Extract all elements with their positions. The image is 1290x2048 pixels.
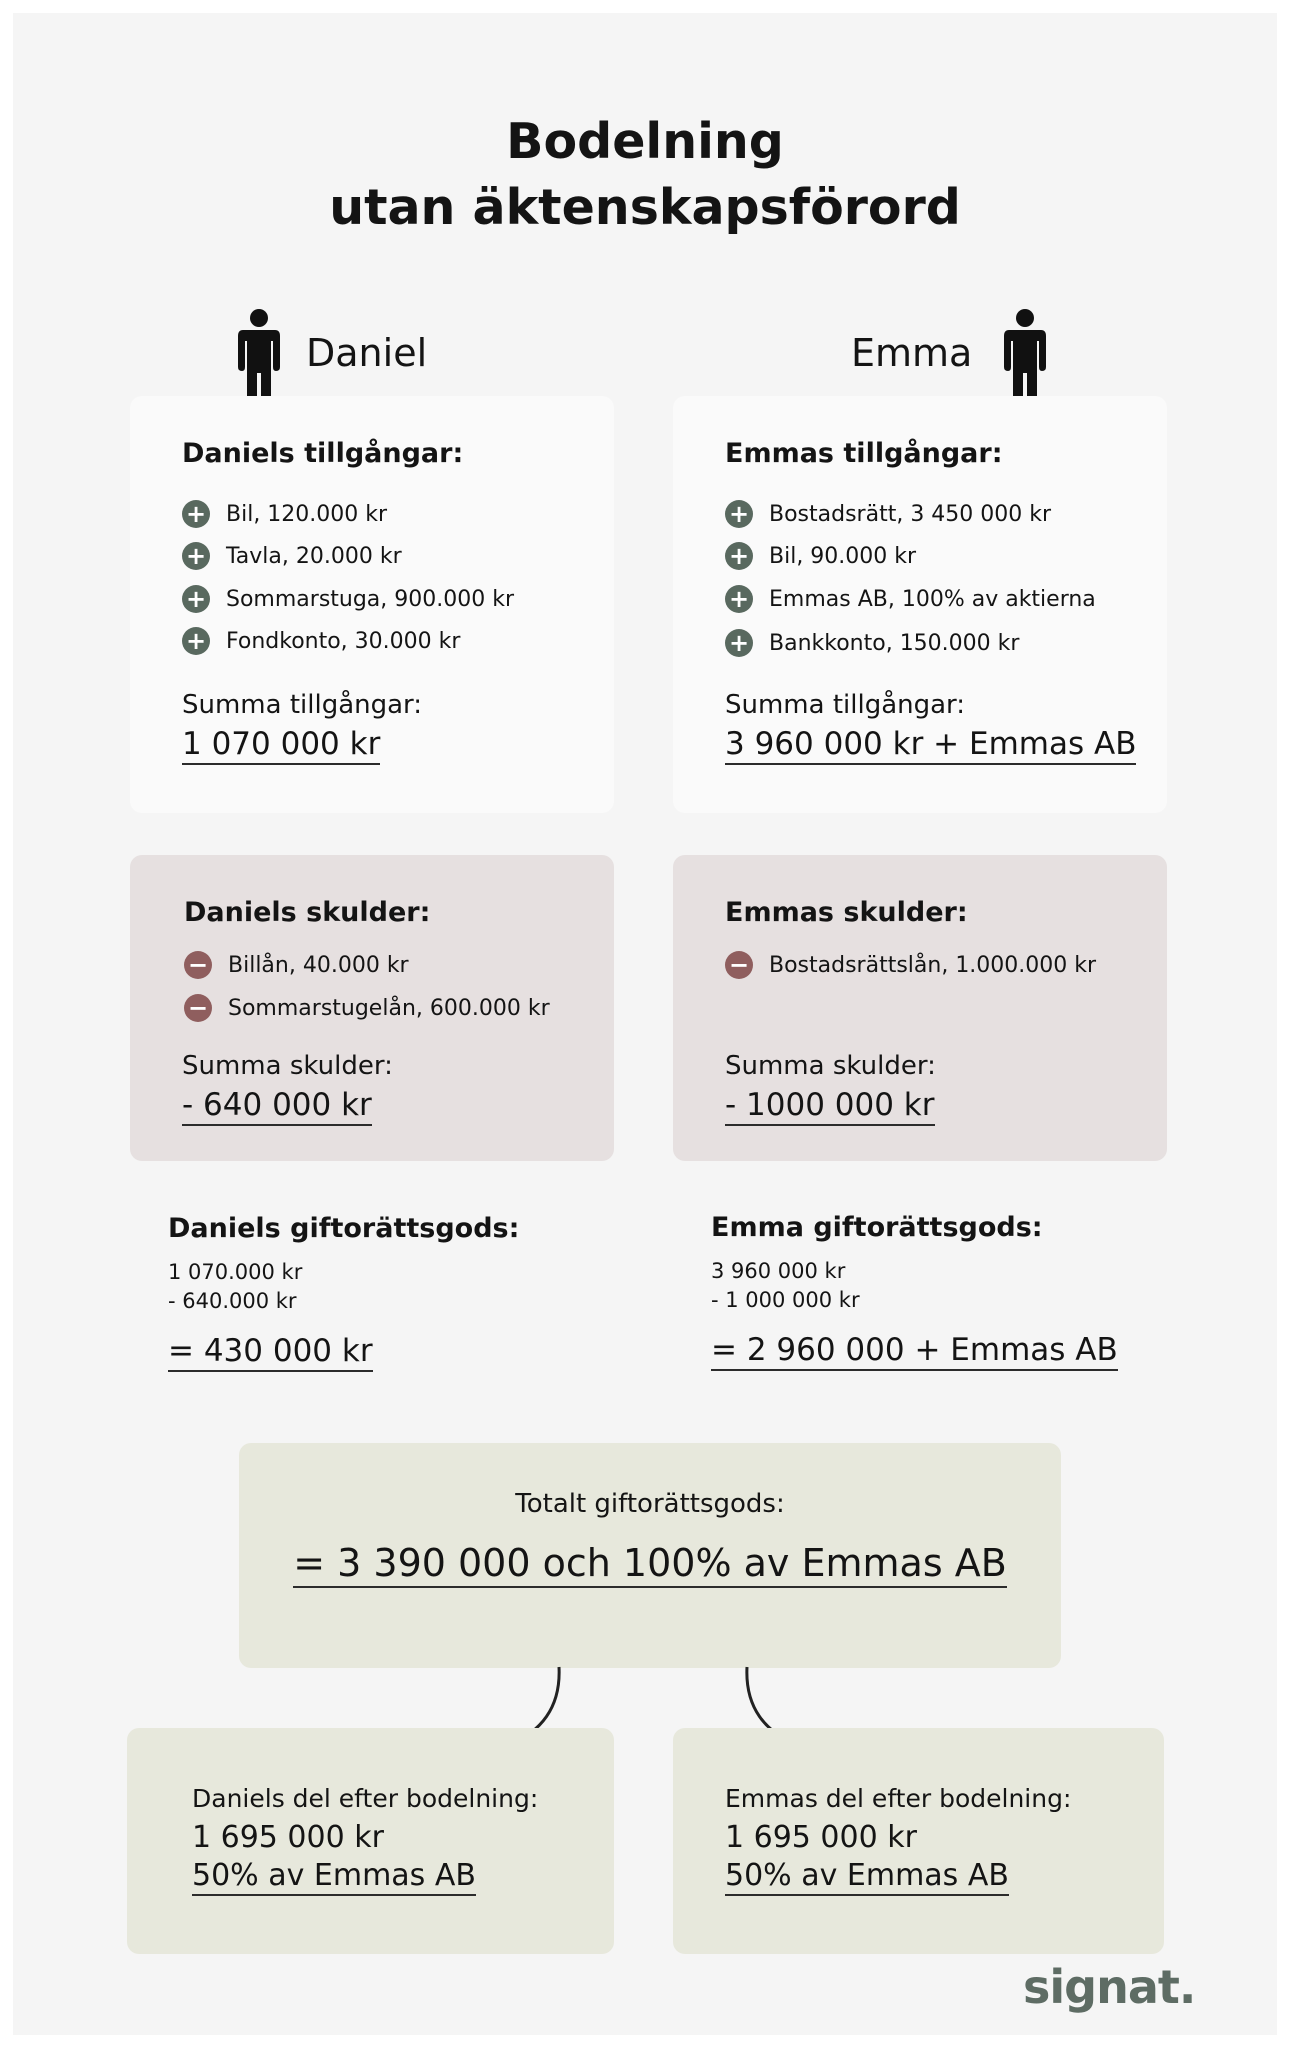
plus-circle-icon: +	[725, 585, 753, 613]
daniel-debts-sum-label: Summa skulder:	[182, 1051, 393, 1081]
emma-gift-line-1: 3 960 000 kr	[711, 1259, 846, 1283]
emma-share-company: 50% av Emmas AB	[725, 1858, 1009, 1896]
plus-circle-icon: +	[725, 629, 753, 657]
minus-circle-icon: −	[725, 951, 753, 979]
plus-circle-icon: +	[725, 542, 753, 570]
daniel-gift-heading: Daniels giftorättsgods:	[168, 1213, 520, 1244]
signat-logo: signat.	[1023, 1960, 1196, 2014]
emma-assets-card	[673, 396, 1167, 813]
daniel-share-company: 50% av Emmas AB	[192, 1858, 476, 1896]
list-item: + Tavla, 20.000 kr	[182, 542, 402, 570]
emma-debts-sum: - 1000 000 kr	[725, 1087, 935, 1126]
list-item: − Sommarstugelån, 600.000 kr	[184, 994, 550, 1022]
daniel-assets-card	[130, 396, 614, 813]
minus-circle-icon: −	[184, 994, 212, 1022]
daniel-debts-card	[130, 855, 614, 1161]
plus-circle-icon: +	[182, 627, 210, 655]
total-value: = 3 390 000 och 100% av Emmas AB	[293, 1541, 1007, 1588]
daniel-share-card	[127, 1728, 614, 1954]
plus-circle-icon: +	[725, 500, 753, 528]
emma-gift-line-2: - 1 000 000 kr	[711, 1288, 860, 1312]
emma-debts-heading: Emmas skulder:	[725, 897, 968, 928]
list-item: + Sommarstuga, 900.000 kr	[182, 585, 514, 613]
page-title	[13, 109, 1277, 241]
list-item: + Bil, 90.000 kr	[725, 542, 916, 570]
title-line-2: utan äktenskapsförord	[329, 179, 961, 236]
list-item: + Bostadsrätt, 3 450 000 kr	[725, 500, 1051, 528]
emma-debts-sum-label: Summa skulder:	[725, 1051, 936, 1081]
daniel-share-label: Daniels del efter bodelning:	[192, 1784, 539, 1813]
emma-debts-card	[673, 855, 1167, 1161]
emma-name: Emma	[851, 331, 973, 375]
emma-gift-heading: Emma giftorättsgods:	[711, 1212, 1043, 1243]
infographic	[13, 13, 1277, 2035]
list-item: − Billån, 40.000 kr	[184, 951, 409, 979]
title-line-1: Bodelning	[506, 113, 784, 170]
list-item: + Bil, 120.000 kr	[182, 500, 387, 528]
emma-share-amount: 1 695 000 kr	[725, 1820, 917, 1855]
minus-circle-icon: −	[184, 951, 212, 979]
list-item: + Emmas AB, 100% av aktierna	[725, 585, 1096, 613]
emma-assets-sum: 3 960 000 kr + Emmas AB	[725, 726, 1136, 765]
emma-assets-heading: Emmas tillgångar:	[725, 438, 1003, 469]
list-item: − Bostadsrättslån, 1.000.000 kr	[725, 951, 1096, 979]
emma-share-label: Emmas del efter bodelning:	[725, 1784, 1072, 1813]
daniel-gift-line-2: - 640.000 kr	[168, 1289, 297, 1313]
plus-circle-icon: +	[182, 542, 210, 570]
daniel-assets-sum-label: Summa tillgångar:	[182, 690, 423, 720]
daniel-debts-sum: - 640 000 kr	[182, 1087, 372, 1126]
emma-assets-sum-label: Summa tillgångar:	[725, 690, 966, 720]
emma-share-card	[673, 1728, 1164, 1954]
plus-circle-icon: +	[182, 500, 210, 528]
daniel-debts-heading: Daniels skulder:	[184, 897, 431, 928]
daniel-assets-sum: 1 070 000 kr	[182, 726, 380, 765]
total-label: Totalt giftorättsgods:	[515, 1489, 785, 1519]
total-card	[239, 1443, 1061, 1668]
daniel-share-amount: 1 695 000 kr	[192, 1820, 384, 1855]
daniel-gift-line-1: 1 070.000 kr	[168, 1260, 303, 1284]
daniel-gift-result: = 430 000 kr	[168, 1333, 373, 1372]
daniel-assets-heading: Daniels tillgångar:	[182, 438, 464, 469]
emma-gift-result: = 2 960 000 + Emmas AB	[711, 1332, 1118, 1371]
plus-circle-icon: +	[182, 585, 210, 613]
daniel-name: Daniel	[306, 331, 428, 375]
list-item: + Bankkonto, 150.000 kr	[725, 629, 1019, 657]
list-item: + Fondkonto, 30.000 kr	[182, 627, 460, 655]
